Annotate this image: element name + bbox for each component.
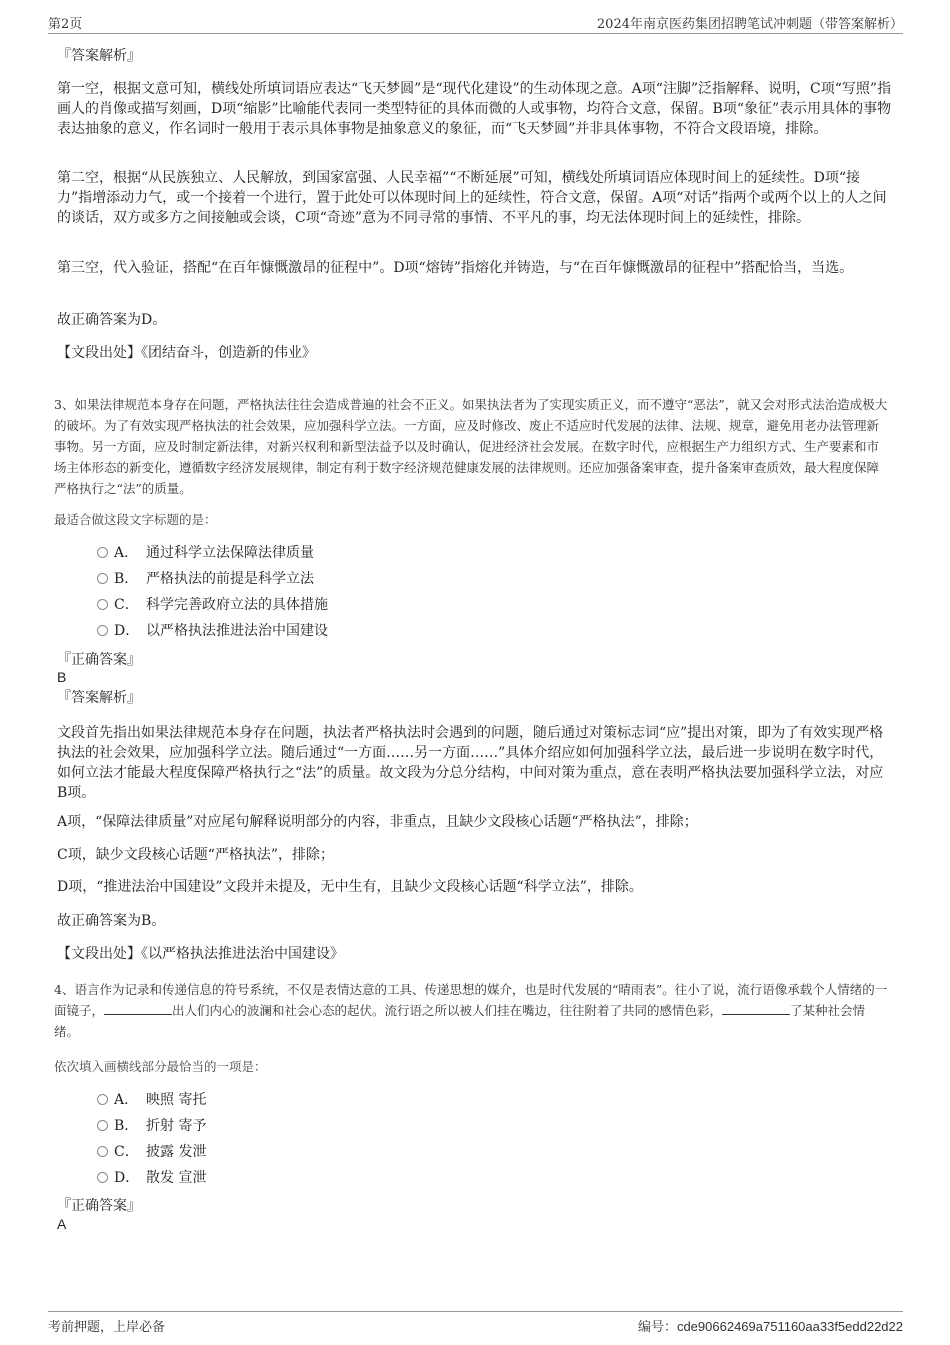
q3-analysis-p1: 文段首先指出如果法律规范本身存在问题，执法者严格执法时会遇到的问题，随后通过对策标志词“应”提出对策，即为了有效实现严格执法的社会效果，应加强科学立法。随后通过“一方面……另一方面……”具体介绍应如何加强科学立法，最后进一步说明在数字时代，如何立法才能最大程度保障严格执行之“法”的质量。故文段为分总分结构，中间对策为重点，意在表明严格执法要加强科学立法，对应B项。 [57,725,884,801]
q2-conclusion: 故正确答案为D。 [57,312,167,328]
q4-option-d[interactable]: D． 散发 宣泄 [97,1168,206,1188]
q3-prompt: 最适合做这段文字标题的是： [54,512,217,527]
q2-analysis-p2: 第二空，根据“从民族独立、人民解放，到国家富强、人民幸福”“不断延展”可知，横线处所填词语应体现时间上的延续性。D项“接力”指增添动力气，或一个接着一个进行，置于此处可以体现时间上的延续性，符合文意，保留。A项“对话”指两个或两个以上的人之间的谈话，双方或多方之间接触或会谈，C项“奇迹”意为不同寻常的事情、不平凡的事，均无法体现时间上的延续性，排除。 [57,170,887,226]
page-footer [48,1311,903,1334]
radio-icon[interactable] [97,547,108,558]
footer-code: 编号：cde90662469a751160aa33f5edd22d22 [637,1319,903,1334]
q2-analysis-p3: 第三空，代入验证，搭配“在百年慷慨激昂的征程中”。D项“熔铸”指熔化并铸造，与“在百年慷慨激昂的征程中”搭配恰当，当选。 [57,260,854,276]
q3-analysis-p3: C项，缺少文段核心话题“严格执法”，排除； [57,847,335,863]
q4-option-c[interactable]: C． 披露 发泄 [97,1142,206,1162]
radio-icon[interactable] [97,1172,108,1183]
q4-option-a[interactable]: A． 映照 寄托 [97,1090,206,1110]
fill-blank-2[interactable] [722,1002,790,1015]
q3-conclusion: 故正确答案为B。 [57,913,166,929]
q3-option-a[interactable]: A． 通过科学立法保障法律质量 [97,543,314,563]
q2-source: 【文段出处】《团结奋斗，创造新的伟业》 [57,345,316,361]
q4-question-text: 4、语言作为记录和传递信息的符号系统，不仅是表情达意的工具、传递思想的媒介，也是时代发展的“晴雨表”。往小了说，流行语像承载个人情绪的一面镜子， 出人们内心的波澜和社会心态的起伏。流行语之所以被人们挂在嘴边，往往附着了共同的感情色彩， 了某种社会情绪。 [54,982,888,1039]
q3-analysis-p4: D项，“推进法治中国建设”文段并未提及，无中生有，且缺少文段核心话题“科学立法”，排除。 [57,879,643,895]
q4-option-b[interactable]: B． 折射 寄予 [97,1116,206,1136]
q3-option-d[interactable]: D． 以严格执法推进法治中国建设 [97,621,328,641]
fill-blank-1[interactable] [104,1002,172,1015]
radio-icon[interactable] [97,1094,108,1105]
q3-analysis-p2: A项，“保障法律质量”对应尾句解释说明部分的内容，非重点，且缺少文段核心话题“严格执法”，排除； [57,814,698,830]
document-title: 2024年南京医药集团招聘笔试冲刺题（带答案解析） [596,17,903,32]
q4-answer-label: 『正确答案』 [57,1198,141,1214]
radio-icon[interactable] [97,573,108,584]
page-number: 第2页 [48,17,83,32]
q3-answer-label: 『正确答案』 [57,652,141,668]
q3-option-b[interactable]: B． 严格执法的前提是科学立法 [97,569,314,589]
q3-source: 【文段出处】《以严格执法推进法治中国建设》 [57,946,344,962]
radio-icon[interactable] [97,599,108,610]
q2-analysis-p1: 第一空，根据文意可知，横线处所填词语应表达“飞天梦圆”是“现代化建设”的生动体现之意。A项“注脚”泛指解释、说明，C项“写照”指画人的肖像或描写刻画，D项“缩影”比喻能代表同一类型特征的具体而微的人或事物，均符合文意，保留。B项“象征”表示用具体的事物表达抽象的意义，作名词时一般用于表示具体事物是抽象意义的象征，而“飞天梦圆”并非具体事物，不符合文段语境，排除。 [57,81,892,137]
q3-answer: B [57,669,67,685]
q3-option-c[interactable]: C． 科学完善政府立法的具体措施 [97,595,328,615]
radio-icon[interactable] [97,1120,108,1131]
q4-answer: A [57,1216,67,1232]
footer-slogan: 考前押题，上岸必备 [48,1320,166,1335]
radio-icon[interactable] [97,625,108,636]
q4-prompt: 依次填入画横线部分最恰当的一项是： [54,1059,267,1074]
q3-question-text: 3、如果法律规范本身存在问题，严格执法往往会造成普遍的社会不正义。如果执法者为了实现实质正义，而不遵守“恶法”，就又会对形式法治造成极大的破坏。为了有效实现严格执法的社会效果，应加强科学立法。一方面，应及时修改、废止不适应时代发展的法律、法规、规章，避免用老办法管理新事物。另一方面，应及时制定新法律，对新兴权利和新型法益予以及时确认，促进经济社会发展。在数字时代，应根据生产力组织方式、生产要素和市场主体形态的新变化，遵循数字经济发展规律，制定有利于数字经济规范健康发展的法律规则。还应加强备案审查，提升备案审查质效，最大程度保障严格执行之“法”的质量。 [54,397,888,496]
page-header [48,13,903,34]
radio-icon[interactable] [97,1146,108,1157]
q2-analysis-label: 『答案解析』 [57,48,141,64]
q3-analysis-label: 『答案解析』 [57,690,141,706]
